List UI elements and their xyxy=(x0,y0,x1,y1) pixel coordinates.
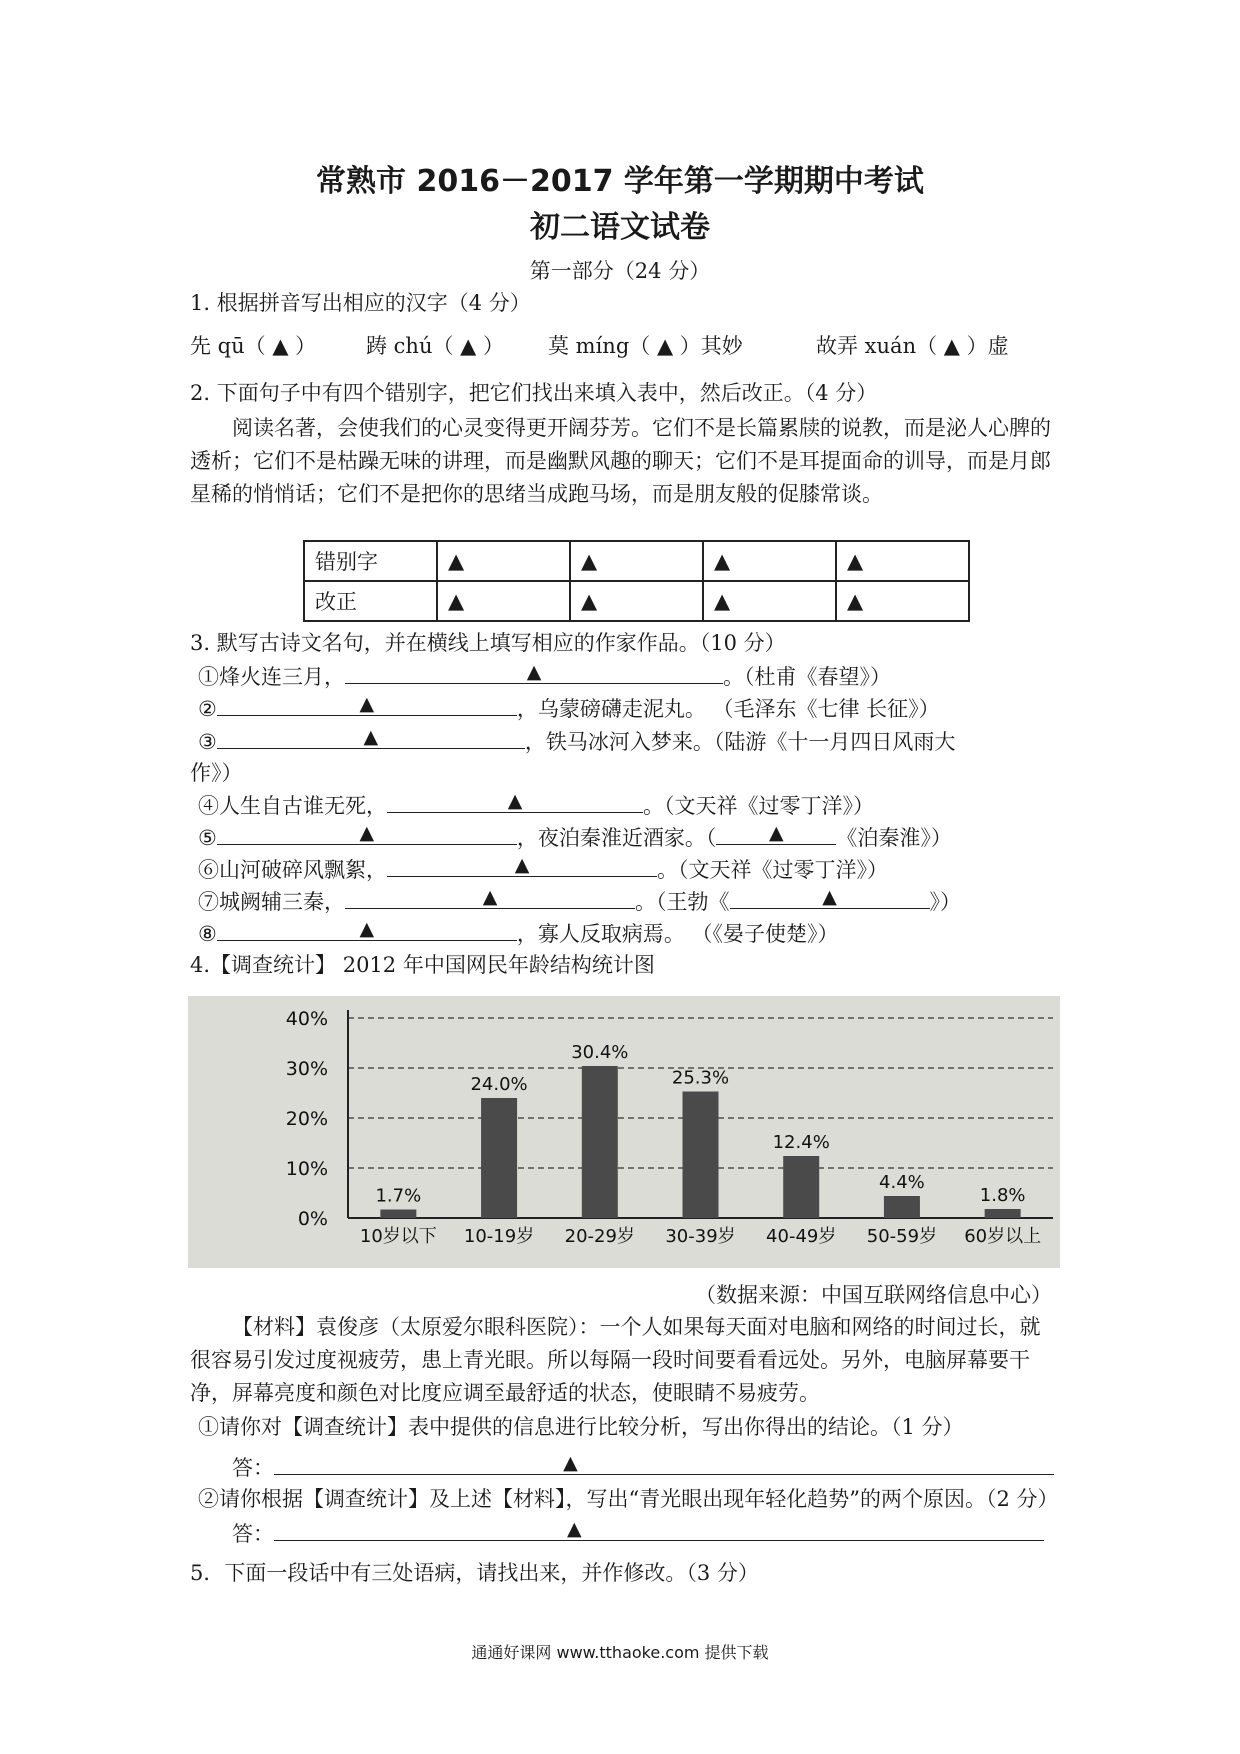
bar-chart xyxy=(188,996,1060,1268)
bar xyxy=(783,1156,819,1218)
y-tick-label: 20% xyxy=(285,1108,328,1130)
fill-blank[interactable] xyxy=(217,693,517,716)
answer-line[interactable] xyxy=(274,1518,1044,1541)
q1-item-4: 故弄 xuán（ ▲ ）虚 xyxy=(816,334,1009,358)
data-label: 24.0% xyxy=(470,1074,528,1095)
q3-line-5: ⑤ ▲ ，夜泊秦淮近酒家。（ ▲ 《泊秦淮》） xyxy=(198,822,952,853)
answer-slot[interactable]: ▲ xyxy=(437,541,570,581)
x-tick-label: 10-19岁 xyxy=(463,1226,535,1247)
exam-subtitle: 初二语文试卷 xyxy=(530,210,710,245)
q4-sub1: ①请你对【调查统计】表中提供的信息进行比较分析，写出你得出的结论。（1 分） xyxy=(198,1415,964,1439)
q3-line-6: ⑥山河破碎风飘絮， ▲ 。（文天祥《过零丁洋》） xyxy=(198,854,888,885)
fill-blank[interactable] xyxy=(716,822,836,845)
q1-item-1: 先 qū（ ▲ ） xyxy=(190,334,317,358)
y-tick-label: 0% xyxy=(297,1208,328,1230)
answer-slot[interactable]: ▲ xyxy=(703,581,836,621)
answer-slot[interactable]: ▲ xyxy=(570,581,703,621)
table-label-wrong: 错别字 xyxy=(304,541,437,581)
q5-prompt: 5．下面一段话中有三处语病，请找出来，并作修改。（3 分） xyxy=(190,1561,759,1585)
q4-answer-1: 答： ▲ xyxy=(232,1452,1054,1483)
bar xyxy=(481,1098,517,1218)
part-heading: 第一部分（24 分） xyxy=(529,259,711,283)
x-tick-label: 50-59岁 xyxy=(866,1226,938,1247)
triangle-marker-icon: ▲ xyxy=(359,918,375,940)
q3-line-1: ①烽火连三月， ▲ 。（杜甫《春望》） xyxy=(198,661,891,692)
footer-credit: 通通好课网 www.tthaoke.com 提供下载 xyxy=(471,1643,769,1662)
y-tick-label: 10% xyxy=(285,1158,328,1180)
bar xyxy=(380,1210,416,1219)
q2-prompt: 2. 下面句子中有四个错别字，把它们找出来填入表中，然后改正。（4 分） xyxy=(190,381,878,405)
y-tick-label: 40% xyxy=(285,1008,328,1030)
answer-slot[interactable]: ▲ xyxy=(703,541,836,581)
triangle-marker-icon: ▲ xyxy=(822,886,837,908)
triangle-marker-icon: ▲ xyxy=(769,822,784,844)
answer-slot[interactable]: ▲ xyxy=(836,541,969,581)
x-tick-label: 40-49岁 xyxy=(766,1226,837,1247)
triangle-marker-icon: ▲ xyxy=(526,661,542,683)
table-label-correct: 改正 xyxy=(304,581,437,621)
y-tick-label: 30% xyxy=(285,1058,328,1080)
triangle-marker-icon: ▲ xyxy=(563,1452,578,1474)
q3-prompt: 3. 默写古诗文名句，并在横线上填写相应的作家作品。（10 分） xyxy=(190,631,786,655)
triangle-marker-icon: ▲ xyxy=(507,790,523,812)
data-label: 4.4% xyxy=(879,1172,925,1193)
triangle-marker-icon: ▲ xyxy=(363,726,379,748)
fill-blank[interactable] xyxy=(217,726,525,749)
answer-slot[interactable]: ▲ xyxy=(437,581,570,621)
chart-source: （数据来源：中国互联网络信息中心） xyxy=(695,1283,1052,1307)
triangle-marker-icon: ▲ xyxy=(566,1518,582,1540)
fill-blank[interactable] xyxy=(345,886,635,909)
fill-blank[interactable] xyxy=(730,886,930,909)
x-tick-label: 20-29岁 xyxy=(564,1226,635,1247)
data-label: 1.8% xyxy=(979,1185,1026,1206)
q4-answer-2: 答： ▲ xyxy=(232,1518,1044,1549)
q3-line-3: ③ ▲ ，铁马冰河入梦来。（陆游《十一月四日风雨大 xyxy=(198,726,955,757)
data-label: 12.4% xyxy=(772,1132,830,1153)
triangle-marker-icon: ▲ xyxy=(482,886,498,908)
q3-line-7: ⑦城阙辅三秦， ▲ 。（王勃《 ▲ 》） xyxy=(198,886,961,917)
fill-blank[interactable] xyxy=(217,918,517,941)
q2-passage: 阅读名著，会使我们的心灵变得更开阔芬芳。它们不是长篇累牍的说教，而是泌人心脾的透析；它们不是枯躁无味的讲理，而是幽默风趣的聊天；它们不是耳提面命的训导，而是月郎星稀的悄悄话；它们不是把你的思绪当成跑马场，而是朋友般的促膝常谈。 xyxy=(190,416,1051,506)
triangle-marker-icon: ▲ xyxy=(359,693,375,715)
q2-answer-table xyxy=(303,540,970,622)
q3-line-2: ② ▲ ，乌蒙磅礴走泥丸。 （毛泽东《七律 长征》） xyxy=(198,693,940,724)
bar xyxy=(985,1209,1021,1218)
answer-slot[interactable]: ▲ xyxy=(570,541,703,581)
q4-sub2: ②请你根据【调查统计】及上述【材料】，写出“青光眼出现年轻化趋势”的两个原因。（2 分） xyxy=(198,1487,1059,1511)
bar xyxy=(683,1092,719,1219)
q4-material: 【材料】袁俊彦（太原爱尔眼科医院）：一个人如果每天面对电脑和网络的时间过长，就很容易引发过度视疲劳，患上青光眼。所以每隔一段时间要看看远处。另外，电脑屏幕要干净，屏幕亮度和颜色对比度应调至最舒适的状态，使眼睛不易疲劳。 xyxy=(190,1315,1041,1405)
q1-prompt: 1. 根据拼音写出相应的汉字（4 分） xyxy=(190,291,531,315)
q1-item-2: 踌 chú（ ▲ ） xyxy=(366,334,504,358)
q1-item-3: 莫 míng（ ▲ ）其妙 xyxy=(548,334,743,358)
bar xyxy=(582,1066,618,1218)
data-label: 25.3% xyxy=(671,1067,730,1089)
fill-blank[interactable] xyxy=(345,661,723,684)
q4-prompt: 4.【调查统计】 2012 年中国网民年龄结构统计图 xyxy=(190,953,655,977)
q3-line-3-cont: 作》） xyxy=(190,761,243,785)
fill-blank[interactable] xyxy=(387,854,657,877)
answer-slot[interactable]: ▲ xyxy=(836,581,969,621)
data-label: 1.7% xyxy=(375,1185,422,1207)
bar xyxy=(884,1196,920,1218)
fill-blank[interactable] xyxy=(387,790,643,813)
q3-line-8: ⑧ ▲ ，寡人反取病焉。 （《晏子使楚》） xyxy=(198,918,839,949)
x-tick-label: 10岁以下 xyxy=(359,1226,437,1247)
fill-blank[interactable] xyxy=(217,822,517,845)
age-structure-chart xyxy=(188,996,1060,1268)
x-tick-label: 60岁以上 xyxy=(964,1226,1042,1247)
exam-title: 常熟市 2016－2017 学年第一学期期中考试 xyxy=(316,164,924,199)
answer-line[interactable] xyxy=(274,1452,1054,1475)
triangle-marker-icon: ▲ xyxy=(514,854,530,876)
data-label: 30.4% xyxy=(571,1042,629,1063)
q3-line-4: ④人生自古谁无死， ▲ 。（文天祥《过零丁洋》） xyxy=(198,790,874,821)
triangle-marker-icon: ▲ xyxy=(359,822,375,844)
x-tick-label: 30-39岁 xyxy=(665,1226,736,1247)
